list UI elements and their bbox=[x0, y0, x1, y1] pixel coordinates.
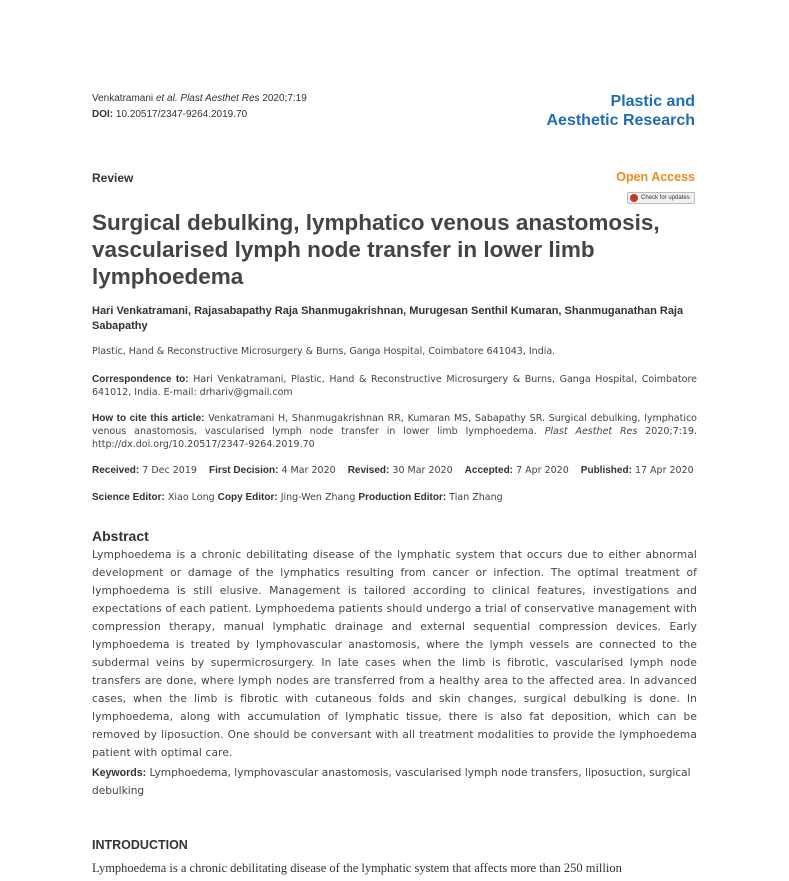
journal-logo[interactable] bbox=[546, 92, 695, 130]
article-type: Review bbox=[92, 171, 134, 185]
date-label: First Decision: bbox=[208, 465, 279, 476]
how-to-cite-journal: Plast Aesthet Res bbox=[544, 426, 638, 437]
editor-label: Copy Editor: bbox=[217, 492, 278, 503]
article-dates bbox=[92, 465, 694, 476]
check-updates-icon bbox=[630, 194, 638, 202]
editor-value: Jing-Wen Zhang bbox=[280, 492, 356, 503]
journal-name-line2: Aesthetic Research bbox=[546, 112, 695, 129]
date-value: 30 Mar 2020 bbox=[392, 465, 453, 476]
author-list: Hari Venkatramani, Rajasabapathy Raja Shanmugakrishnan, Murugesan Senthil Kumaran, Shanmuganathan Raja Sabapathy bbox=[92, 305, 684, 332]
keywords bbox=[92, 764, 697, 800]
editors bbox=[92, 492, 503, 503]
abstract-body: Lymphoedema is a chronic debilitating disease of the lymphatic system that occurs due to either abnormal development or damage of the lymphatics resulting from cancer or infection. The optimal treatment of lymphoedema is still elusive. Management is tailored according to clinical features, investigations and expectations of each patient. Lymphoedema patients should undergo a trial of conservative management with compression therapy, manual lymphatic drainage and external sequential compression devices. Early lymphoedema is treated by lymphovascular anastomosis, where the lymph vessels are connected to the subdermal veins by supermicrosurgery. In late cases when the limb is fibrotic, vascularised lymph node transfers are done, where lymph nodes are transferred from a healthy area to the affected area. In advanced cases, when the limb is fibrotic with cutaneous folds and skin changes, surgical debulking is done. In lymphoedema, along with accumulation of lymphatic tissue, there is also fat deposition, which can be removed by liposuction. One should be conversant with all treatment modalities to provide the lymphoedema patient with optimal care. bbox=[92, 549, 697, 759]
citation-authors: Venkatramani bbox=[92, 93, 154, 104]
how-to-cite-label: How to cite this article: bbox=[92, 413, 205, 424]
open-access-label: Open Access bbox=[616, 170, 695, 184]
doi-label: DOI: bbox=[92, 109, 114, 120]
how-to-cite-text: Venkatramani H, Shanmugakrishnan RR, Kumaran MS, Sabapathy SR. Surgical debulking, lymphatico venous anastomosis, vascularised lymph node transfer in lower limb lymphoedema. bbox=[92, 413, 697, 437]
date-label: Revised: bbox=[347, 465, 390, 476]
date-label: Published: bbox=[580, 465, 632, 476]
date-value: 7 Dec 2019 bbox=[142, 465, 197, 476]
editor-value: Tian Zhang bbox=[449, 492, 503, 503]
keywords-label: Keywords: bbox=[92, 767, 147, 779]
date-value: 7 Apr 2020 bbox=[516, 465, 569, 476]
introduction-body: Lymphoedema is a chronic debilitating disease of the lymphatic system that affects more than 250 million bbox=[92, 861, 622, 875]
citation-volume: 2020;7:19 bbox=[262, 93, 307, 104]
citation-line bbox=[92, 91, 307, 123]
date-label: Accepted: bbox=[464, 465, 514, 476]
date-label: Received: bbox=[92, 465, 140, 476]
editor-value: Xiao Long bbox=[167, 492, 215, 503]
abstract-heading: Abstract bbox=[92, 528, 149, 544]
date-value: 17 Apr 2020 bbox=[634, 465, 694, 476]
keywords-text: Lymphoedema, lymphovascular anastomosis, vascularised lymph node transfers, liposuction, surgical debulking bbox=[92, 767, 691, 797]
correspondence-text: Hari Venkatramani, Plastic, Hand & Reconstructive Microsurgery & Burns, Ganga Hospital, Coimbatore 641012, India. E-mail: drhariv@gmail.com bbox=[92, 374, 697, 398]
introduction-heading: INTRODUCTION bbox=[92, 838, 188, 852]
date-value: 4 Mar 2020 bbox=[281, 465, 336, 476]
doi-value[interactable]: 10.20517/2347-9264.2019.70 bbox=[115, 109, 248, 120]
how-to-cite bbox=[92, 412, 697, 451]
correspondence-label: Correspondence to: bbox=[92, 374, 189, 385]
correspondence bbox=[92, 373, 697, 399]
check-updates-label: Check for updates bbox=[641, 195, 690, 201]
editor-label: Production Editor: bbox=[358, 492, 447, 503]
article-title: Surgical debulking, lymphatico venous anastomosis, vascularised lymph node transfer in lower limb lymphoedema bbox=[92, 210, 660, 289]
editor-label: Science Editor: bbox=[92, 492, 165, 503]
affiliation: Plastic, Hand & Reconstructive Microsurgery & Burns, Ganga Hospital, Coimbatore 641043, India. bbox=[92, 346, 556, 357]
journal-name-line1: Plastic and bbox=[610, 93, 695, 110]
citation-journal: Plast Aesthet Res bbox=[180, 93, 260, 104]
citation-etal: et al. bbox=[155, 93, 178, 104]
check-for-updates-button[interactable] bbox=[627, 192, 695, 204]
how-to-cite-rest[interactable]: 2020;7:19. http://dx.doi.org/10.20517/2347-9264.2019.70 bbox=[92, 426, 697, 450]
